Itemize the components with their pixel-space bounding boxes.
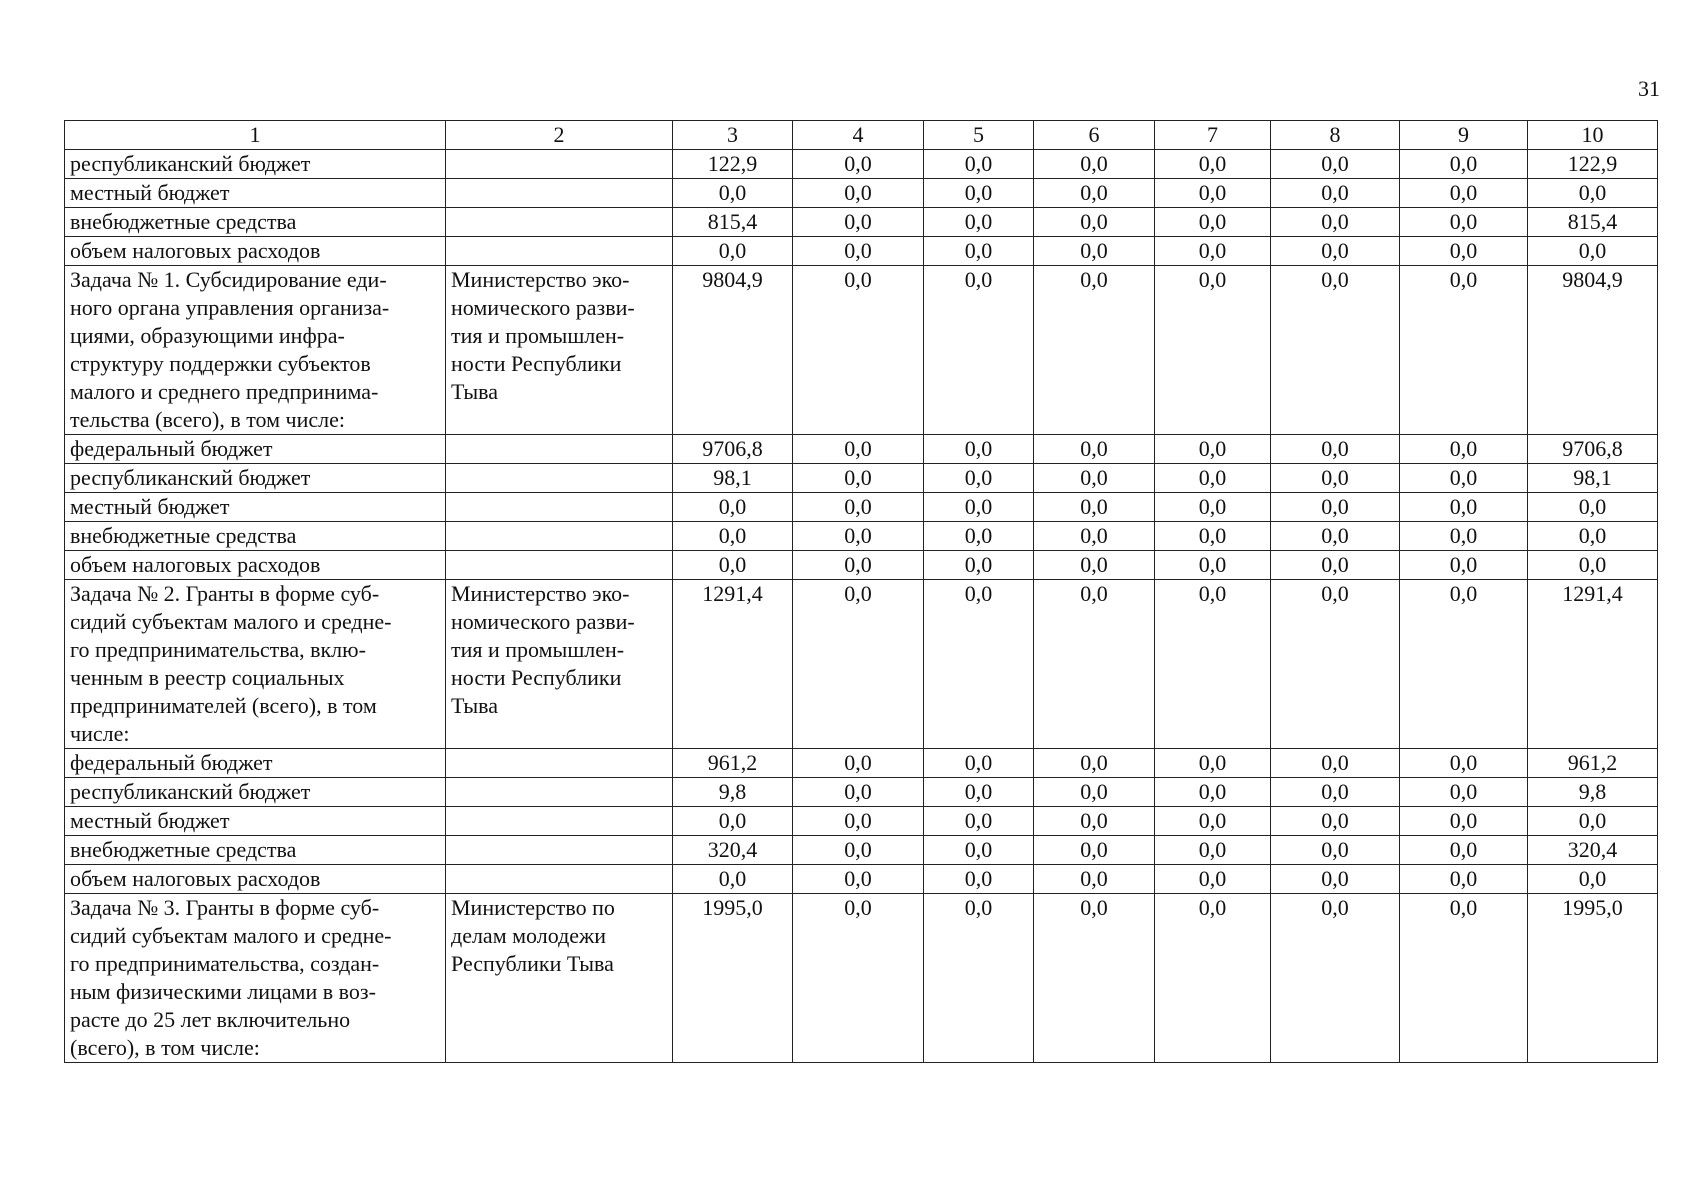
value-cell: 0,0 [673, 237, 793, 266]
value-cell: 0,0 [673, 551, 793, 580]
row-label: внебюджетные средства [65, 836, 446, 865]
value-cell: 0,0 [924, 778, 1034, 807]
row-executor: Министерство эко- номического разви- тия и промышлен- ности Республики Тыва [446, 266, 673, 435]
column-header-8: 8 [1271, 121, 1400, 150]
value-cell: 0,0 [1271, 836, 1400, 865]
value-cell: 9804,9 [1528, 266, 1658, 435]
value-cell: 0,0 [1034, 894, 1155, 1063]
value-cell: 0,0 [1155, 749, 1271, 778]
value-cell: 0,0 [1400, 580, 1528, 749]
value-cell: 0,0 [1155, 807, 1271, 836]
value-cell: 0,0 [1271, 522, 1400, 551]
value-cell: 0,0 [1400, 464, 1528, 493]
value-cell: 122,9 [1528, 150, 1658, 179]
value-cell: 0,0 [924, 836, 1034, 865]
value-cell: 0,0 [1034, 208, 1155, 237]
table-row [65, 865, 1658, 894]
value-cell: 0,0 [1400, 807, 1528, 836]
value-cell: 0,0 [673, 493, 793, 522]
value-cell: 961,2 [1528, 749, 1658, 778]
value-cell: 0,0 [793, 266, 924, 435]
row-executor: Министерство по делам молодежи Республики Тыва [446, 894, 673, 1063]
value-cell: 0,0 [793, 807, 924, 836]
value-cell: 0,0 [1034, 580, 1155, 749]
value-cell: 0,0 [1271, 894, 1400, 1063]
row-label: объем налоговых расходов [65, 865, 446, 894]
value-cell: 0,0 [1155, 237, 1271, 266]
row-executor [446, 237, 673, 266]
value-cell: 0,0 [1034, 464, 1155, 493]
value-cell: 0,0 [1155, 522, 1271, 551]
table-row [65, 150, 1658, 179]
table-row [65, 749, 1658, 778]
column-header-9: 9 [1400, 121, 1528, 150]
value-cell: 0,0 [673, 807, 793, 836]
row-executor [446, 807, 673, 836]
row-executor [446, 836, 673, 865]
value-cell: 0,0 [1155, 150, 1271, 179]
value-cell: 0,0 [924, 865, 1034, 894]
value-cell: 0,0 [1034, 807, 1155, 836]
value-cell: 0,0 [924, 266, 1034, 435]
value-cell: 0,0 [1271, 237, 1400, 266]
table-row [65, 266, 1658, 435]
table-row [65, 522, 1658, 551]
value-cell: 0,0 [924, 179, 1034, 208]
value-cell: 0,0 [1400, 865, 1528, 894]
value-cell: 0,0 [1271, 749, 1400, 778]
table-row [65, 778, 1658, 807]
value-cell: 0,0 [793, 865, 924, 894]
value-cell: 0,0 [1034, 865, 1155, 894]
value-cell: 0,0 [1400, 179, 1528, 208]
value-cell: 0,0 [673, 865, 793, 894]
budget-table [64, 120, 1658, 1063]
value-cell: 0,0 [924, 522, 1034, 551]
column-header-5: 5 [924, 121, 1034, 150]
value-cell: 0,0 [924, 464, 1034, 493]
value-cell: 0,0 [1400, 551, 1528, 580]
value-cell: 0,0 [924, 435, 1034, 464]
row-executor: Министерство эко- номического разви- тия и промышлен- ности Республики Тыва [446, 580, 673, 749]
value-cell: 0,0 [793, 778, 924, 807]
table-row [65, 237, 1658, 266]
value-cell: 0,0 [1400, 237, 1528, 266]
value-cell: 1995,0 [1528, 894, 1658, 1063]
value-cell: 0,0 [1271, 435, 1400, 464]
row-label: республиканский бюджет [65, 778, 446, 807]
row-label: местный бюджет [65, 493, 446, 522]
table-row [65, 580, 1658, 749]
row-label: местный бюджет [65, 807, 446, 836]
value-cell: 0,0 [1400, 836, 1528, 865]
row-executor [446, 493, 673, 522]
value-cell: 0,0 [1400, 894, 1528, 1063]
value-cell: 0,0 [1034, 179, 1155, 208]
value-cell: 0,0 [1034, 266, 1155, 435]
row-label: объем налоговых расходов [65, 237, 446, 266]
row-executor [446, 435, 673, 464]
row-executor [446, 208, 673, 237]
value-cell: 0,0 [924, 580, 1034, 749]
value-cell: 0,0 [1271, 464, 1400, 493]
value-cell: 0,0 [1155, 179, 1271, 208]
table-body [65, 150, 1658, 1063]
header-row [65, 121, 1658, 150]
value-cell: 0,0 [1155, 266, 1271, 435]
value-cell: 0,0 [1271, 580, 1400, 749]
value-cell: 0,0 [1034, 237, 1155, 266]
value-cell: 0,0 [1271, 807, 1400, 836]
value-cell: 0,0 [793, 179, 924, 208]
value-cell: 0,0 [1400, 493, 1528, 522]
value-cell: 320,4 [673, 836, 793, 865]
row-label: объем налоговых расходов [65, 551, 446, 580]
value-cell: 0,0 [1034, 551, 1155, 580]
value-cell: 0,0 [1400, 150, 1528, 179]
value-cell: 0,0 [1034, 150, 1155, 179]
table-row [65, 435, 1658, 464]
value-cell: 0,0 [1271, 266, 1400, 435]
row-executor [446, 522, 673, 551]
table-row [65, 208, 1658, 237]
table-row [65, 894, 1658, 1063]
value-cell: 0,0 [1034, 435, 1155, 464]
value-cell: 0,0 [924, 208, 1034, 237]
page-number: 31 [1638, 76, 1660, 101]
value-cell: 961,2 [673, 749, 793, 778]
value-cell: 0,0 [1271, 865, 1400, 894]
value-cell: 98,1 [673, 464, 793, 493]
value-cell: 9706,8 [1528, 435, 1658, 464]
value-cell: 0,0 [1528, 865, 1658, 894]
value-cell: 0,0 [1400, 778, 1528, 807]
value-cell: 0,0 [1034, 493, 1155, 522]
value-cell: 0,0 [1155, 580, 1271, 749]
value-cell: 0,0 [1155, 493, 1271, 522]
row-executor [446, 778, 673, 807]
value-cell: 9,8 [673, 778, 793, 807]
value-cell: 0,0 [793, 435, 924, 464]
value-cell: 320,4 [1528, 836, 1658, 865]
row-executor [446, 865, 673, 894]
column-header-2: 2 [446, 121, 673, 150]
value-cell: 0,0 [924, 807, 1034, 836]
value-cell: 0,0 [793, 464, 924, 493]
value-cell: 1291,4 [673, 580, 793, 749]
row-executor [446, 150, 673, 179]
value-cell: 0,0 [1155, 778, 1271, 807]
value-cell: 1995,0 [673, 894, 793, 1063]
value-cell: 0,0 [793, 150, 924, 179]
value-cell: 0,0 [793, 836, 924, 865]
row-label: республиканский бюджет [65, 464, 446, 493]
value-cell: 0,0 [1271, 778, 1400, 807]
value-cell: 0,0 [1528, 551, 1658, 580]
column-header-7: 7 [1155, 121, 1271, 150]
value-cell: 0,0 [924, 894, 1034, 1063]
value-cell: 0,0 [1155, 836, 1271, 865]
value-cell: 0,0 [1271, 179, 1400, 208]
table-header [65, 121, 1658, 150]
row-label: Задача № 2. Гранты в форме суб- сидий субъектам малого и средне- го предпринимательства, вклю- ченным в реестр социальных предпринимателей (всего), в том числе: [65, 580, 446, 749]
value-cell: 0,0 [1034, 749, 1155, 778]
value-cell: 0,0 [793, 208, 924, 237]
value-cell: 9804,9 [673, 266, 793, 435]
value-cell: 0,0 [1155, 464, 1271, 493]
value-cell: 0,0 [924, 551, 1034, 580]
value-cell: 0,0 [793, 894, 924, 1063]
value-cell: 0,0 [1034, 836, 1155, 865]
value-cell: 98,1 [1528, 464, 1658, 493]
column-header-3: 3 [673, 121, 793, 150]
value-cell: 0,0 [1528, 807, 1658, 836]
value-cell: 0,0 [924, 237, 1034, 266]
value-cell: 0,0 [1400, 522, 1528, 551]
table-row [65, 493, 1658, 522]
row-label: местный бюджет [65, 179, 446, 208]
value-cell: 815,4 [1528, 208, 1658, 237]
value-cell: 0,0 [1400, 749, 1528, 778]
value-cell: 0,0 [793, 493, 924, 522]
value-cell: 0,0 [1528, 237, 1658, 266]
value-cell: 0,0 [1528, 179, 1658, 208]
value-cell: 0,0 [1155, 894, 1271, 1063]
value-cell: 0,0 [1271, 150, 1400, 179]
value-cell: 0,0 [924, 749, 1034, 778]
table-row [65, 464, 1658, 493]
value-cell: 0,0 [673, 179, 793, 208]
value-cell: 0,0 [793, 522, 924, 551]
row-label: республиканский бюджет [65, 150, 446, 179]
value-cell: 0,0 [1271, 208, 1400, 237]
value-cell: 0,0 [673, 522, 793, 551]
value-cell: 0,0 [924, 493, 1034, 522]
value-cell: 0,0 [1155, 208, 1271, 237]
value-cell: 0,0 [1155, 865, 1271, 894]
value-cell: 9706,8 [673, 435, 793, 464]
row-label: федеральный бюджет [65, 749, 446, 778]
column-header-1: 1 [65, 121, 446, 150]
value-cell: 0,0 [793, 580, 924, 749]
value-cell: 122,9 [673, 150, 793, 179]
value-cell: 0,0 [1528, 493, 1658, 522]
value-cell: 1291,4 [1528, 580, 1658, 749]
row-executor [446, 749, 673, 778]
value-cell: 0,0 [793, 237, 924, 266]
column-header-6: 6 [1034, 121, 1155, 150]
row-executor [446, 464, 673, 493]
row-executor [446, 179, 673, 208]
table-row [65, 836, 1658, 865]
value-cell: 0,0 [793, 551, 924, 580]
value-cell: 0,0 [924, 150, 1034, 179]
value-cell: 9,8 [1528, 778, 1658, 807]
value-cell: 0,0 [1400, 266, 1528, 435]
row-label: внебюджетные средства [65, 208, 446, 237]
value-cell: 0,0 [1034, 522, 1155, 551]
table-row [65, 807, 1658, 836]
value-cell: 0,0 [1155, 551, 1271, 580]
table-row [65, 179, 1658, 208]
row-label: внебюджетные средства [65, 522, 446, 551]
value-cell: 0,0 [793, 749, 924, 778]
row-executor [446, 551, 673, 580]
value-cell: 0,0 [1528, 522, 1658, 551]
row-label: Задача № 1. Субсидирование еди- ного органа управления организа- циями, образующими инфра- структуру поддержки субъектов малого и среднего предпринима- тельства (всего), в том числе: [65, 266, 446, 435]
value-cell: 815,4 [673, 208, 793, 237]
column-header-4: 4 [793, 121, 924, 150]
column-header-10: 10 [1528, 121, 1658, 150]
value-cell: 0,0 [1034, 778, 1155, 807]
row-label: федеральный бюджет [65, 435, 446, 464]
row-label: Задача № 3. Гранты в форме суб- сидий субъектам малого и средне- го предпринимательства, создан- ным физическими лицами в воз- расте до 25 лет включительно (всего), в том числе: [65, 894, 446, 1063]
value-cell: 0,0 [1155, 435, 1271, 464]
table-row [65, 551, 1658, 580]
value-cell: 0,0 [1400, 208, 1528, 237]
value-cell: 0,0 [1271, 493, 1400, 522]
value-cell: 0,0 [1271, 551, 1400, 580]
value-cell: 0,0 [1400, 435, 1528, 464]
